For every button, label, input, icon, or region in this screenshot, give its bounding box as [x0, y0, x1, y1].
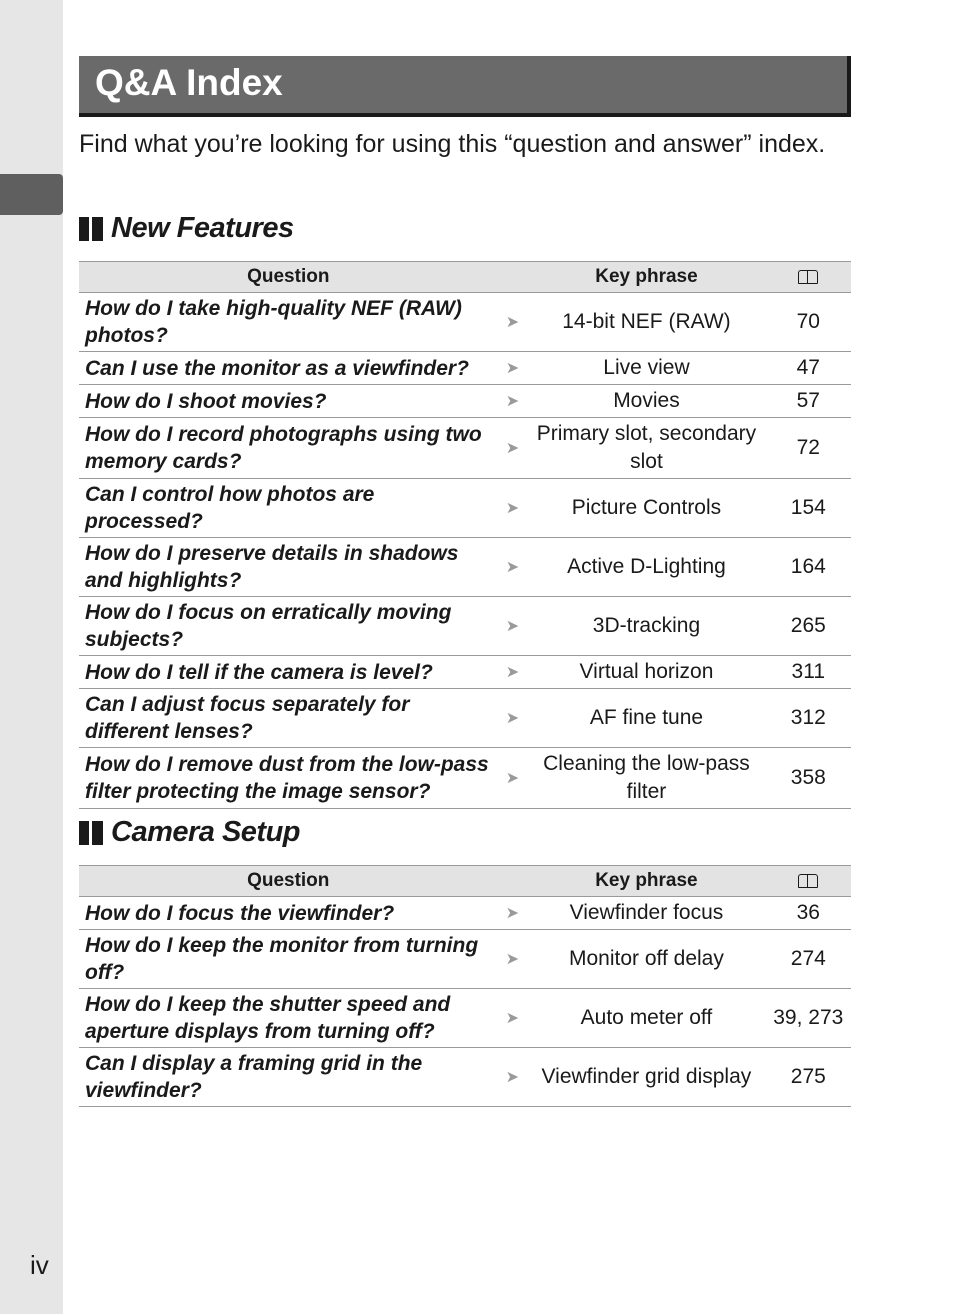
- arrow-icon: ➤: [498, 656, 528, 689]
- column-header-spacer: [498, 262, 528, 293]
- arrow-icon: ➤: [498, 538, 528, 597]
- book-icon: [798, 874, 818, 888]
- key-phrase-cell: Active D-Lighting: [527, 538, 765, 597]
- arrow-icon: ➤: [498, 385, 528, 418]
- key-phrase-cell: Cleaning the low-pass filter: [527, 748, 765, 809]
- arrow-icon: ➤: [498, 479, 528, 538]
- camera-setup-rows: [79, 897, 851, 1107]
- question-cell: How do I keep the shutter speed and aperture displays from turning off?: [79, 989, 497, 1048]
- table-row: [79, 418, 851, 479]
- page-ref-link[interactable]: 274: [766, 930, 851, 989]
- page-ref-link[interactable]: 311: [766, 656, 851, 689]
- arrow-icon: ➤: [497, 897, 527, 930]
- column-header-key-phrase: Key phrase: [527, 866, 765, 897]
- question-cell: Can I control how photos are processed?: [79, 479, 498, 538]
- question-cell: How do I tell if the camera is level?: [79, 656, 498, 689]
- column-header-key-phrase: Key phrase: [527, 262, 765, 293]
- key-phrase-cell: Live view: [527, 352, 765, 385]
- section-marker-icon: [79, 217, 103, 241]
- question-cell: Can I display a framing grid in the viewfinder?: [79, 1048, 497, 1107]
- arrow-icon: ➤: [497, 930, 527, 989]
- key-phrase-cell: AF fine tune: [527, 689, 765, 748]
- page-ref-link[interactable]: 70: [766, 293, 851, 352]
- column-header-spacer: [497, 866, 527, 897]
- column-header-page: [766, 262, 851, 293]
- key-phrase-cell: 14-bit NEF (RAW): [527, 293, 765, 352]
- arrow-icon: ➤: [497, 989, 527, 1048]
- question-cell: How do I take high-quality NEF (RAW) photos?: [79, 293, 498, 352]
- section-heading-text: Camera Setup: [111, 816, 301, 848]
- question-cell: How do I remove dust from the low-pass filter protecting the image sensor?: [79, 748, 498, 809]
- column-header-page: [766, 866, 851, 897]
- question-cell: How do I record photographs using two memory cards?: [79, 418, 498, 479]
- column-header-question: Question: [79, 262, 498, 293]
- table-row: [79, 385, 851, 418]
- question-cell: How do I keep the monitor from turning off?: [79, 930, 497, 989]
- key-phrase-cell: Monitor off delay: [527, 930, 765, 989]
- page-number: iv: [30, 1250, 49, 1280]
- title-banner: [79, 56, 851, 117]
- section-thumb-tab: [0, 174, 63, 215]
- table-row: [79, 293, 851, 352]
- page-ref-link[interactable]: 358: [766, 748, 851, 809]
- arrow-icon: ➤: [498, 597, 528, 656]
- section-heading-new-features: [79, 212, 294, 245]
- question-cell: How do I focus on erratically moving subjects?: [79, 597, 498, 656]
- page-ref-link[interactable]: 57: [766, 385, 851, 418]
- page-ref-link[interactable]: 39, 273: [766, 989, 851, 1048]
- arrow-icon: ➤: [497, 1048, 527, 1107]
- page-ref-link[interactable]: 72: [766, 418, 851, 479]
- page-ref-link[interactable]: 47: [766, 352, 851, 385]
- table-row: [79, 352, 851, 385]
- key-phrase-cell: Viewfinder grid display: [527, 1048, 765, 1107]
- page-ref-link[interactable]: 312: [766, 689, 851, 748]
- arrow-icon: ➤: [498, 293, 528, 352]
- table-row: [79, 930, 851, 989]
- arrow-icon: ➤: [498, 689, 528, 748]
- question-cell: Can I adjust focus separately for different lenses?: [79, 689, 498, 748]
- page-ref-link[interactable]: 275: [766, 1048, 851, 1107]
- table-row: [79, 656, 851, 689]
- page-ref-link[interactable]: 164: [766, 538, 851, 597]
- question-cell: How do I shoot movies?: [79, 385, 498, 418]
- table-row: [79, 897, 851, 930]
- question-cell: Can I use the monitor as a viewfinder?: [79, 352, 498, 385]
- page-title: Q&A Index: [95, 62, 283, 103]
- page-ref-link[interactable]: 154: [766, 479, 851, 538]
- column-header-question: Question: [79, 866, 497, 897]
- new-features-rows: [79, 293, 851, 809]
- page-ref-link[interactable]: 36: [766, 897, 851, 930]
- key-phrase-cell: 3D-tracking: [527, 597, 765, 656]
- table-row: [79, 989, 851, 1048]
- table-row: [79, 748, 851, 809]
- key-phrase-cell: Primary slot, secondary slot: [527, 418, 765, 479]
- new-features-table: [79, 261, 851, 809]
- key-phrase-cell: Auto meter off: [527, 989, 765, 1048]
- table-row: [79, 479, 851, 538]
- table-header-row: [79, 262, 851, 293]
- intro-text: Find what you’re looking for using this “question and answer” index.: [79, 130, 826, 158]
- camera-setup-table: [79, 865, 851, 1107]
- section-marker-icon: [79, 821, 103, 845]
- section-heading-camera-setup: [79, 816, 300, 849]
- section-heading-text: New Features: [111, 212, 294, 244]
- table-row: [79, 597, 851, 656]
- arrow-icon: ➤: [498, 418, 528, 479]
- key-phrase-cell: Movies: [527, 385, 765, 418]
- arrow-icon: ➤: [498, 352, 528, 385]
- book-icon: [798, 270, 818, 284]
- key-phrase-cell: Viewfinder focus: [527, 897, 765, 930]
- page-ref-link[interactable]: 265: [766, 597, 851, 656]
- table-header-row: [79, 866, 851, 897]
- key-phrase-cell: Picture Controls: [527, 479, 765, 538]
- question-cell: How do I focus the viewfinder?: [79, 897, 497, 930]
- table-row: [79, 1048, 851, 1107]
- arrow-icon: ➤: [498, 748, 528, 809]
- key-phrase-cell: Virtual horizon: [527, 656, 765, 689]
- question-cell: How do I preserve details in shadows and highlights?: [79, 538, 498, 597]
- table-row: [79, 689, 851, 748]
- table-row: [79, 538, 851, 597]
